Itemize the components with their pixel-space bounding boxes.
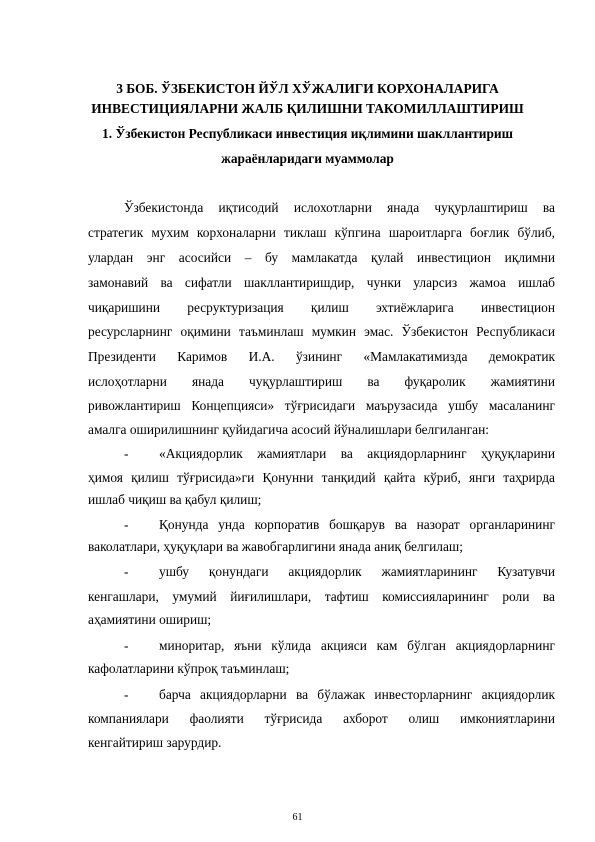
paragraph-line: стратегик мухим корхоналарни тиклаш кўпгина шароитларга боғлик бўлиб, bbox=[88, 225, 555, 240]
paragraph-line: ресурсларнинг оқимини таъминлаш мумкин эмас. Ўзбекистон Республикаси bbox=[88, 324, 555, 339]
paragraph-line: улардан энг асосийси – бу мамлакатда қулай инвестицион иқлимни bbox=[88, 250, 555, 265]
paragraph-line: ислоҳотларни янада чуқурлаштириш ва фуқаролик жамиятини bbox=[88, 374, 555, 389]
paragraph-line: чиқаришини ресруктуризация қилиш эхтиёжларига инвестицион bbox=[88, 300, 555, 315]
chapter-title-line-1: 3 БОБ. ЎЗБЕКИСТОН ЙЎЛ ХЎЖАЛИГИ КОРХОНАЛАРИГА bbox=[116, 81, 499, 96]
bullet-item-line: барча акциядорларни ва бўлажак инвесторларнинг акциядорлик bbox=[159, 687, 555, 702]
bullet-item-line: аҳамиятини ошириш; bbox=[88, 612, 212, 627]
bullet-dash: - bbox=[124, 638, 129, 653]
bullet-item-line: ишлаб чиқиш ва қабул қилиш; bbox=[88, 492, 262, 507]
bullet-item-line: кенгашлари, умумий йиғилишлари, тафтиш комиссияларининг роли ва bbox=[88, 589, 555, 604]
bullet-dash: - bbox=[124, 564, 129, 579]
chapter-title-line-2: ИНВЕСТИЦИЯЛАРНИ ЖАЛБ ҚИЛИШНИ ТАКОМИЛЛАШТИРИШ bbox=[91, 101, 524, 116]
bullet-item-line: ушбу қонундаги акциядорлик жамиятларининг Кузатувчи bbox=[159, 564, 555, 579]
paragraph-line: Ўзбекистонда иқтисодий ислохотларни янада чуқурлаштириш ва bbox=[124, 200, 555, 215]
bullet-item-line: ҳимоя қилиш тўғрисида»ги Қонунни танқидий қайта кўриб, янги таҳрирда bbox=[88, 470, 555, 485]
paragraph-line: замонавий ва сифатли шакллантиришдир, чунки уларсиз жамоа ишлаб bbox=[88, 275, 555, 290]
paragraph-line: Президенти Каримов И.А. ўзининг «Мамлакатимизда демократик bbox=[88, 349, 555, 364]
page-number: 61 bbox=[292, 812, 303, 823]
section-title-line-1: 1. Ўзбекистон Республикаси инвестиция иқлимини шакллантириш bbox=[102, 126, 513, 141]
bullet-item-line: кенгайтириш зарурдир. bbox=[88, 735, 222, 750]
paragraph-line: ривожлантириш Концепцияси» тўғрисидаги маърузасида ушбу масаланинг bbox=[88, 398, 555, 413]
bullet-dash: - bbox=[124, 446, 129, 461]
bullet-dash: - bbox=[124, 687, 129, 702]
bullet-item-line: кафолатларини кўпроқ таъминлаш; bbox=[88, 661, 290, 676]
bullet-item-line: ваколатлари, ҳуқуқлари ва жавобгарлигини янада аниқ белгилаш; bbox=[88, 539, 463, 554]
bullet-item-line: миноритар, яъни кўлида акцияси кам бўлган акциядорларнинг bbox=[159, 638, 555, 653]
bullet-item-line: компаниялари фаолияти тўғрисида ахборот олиш имкониятларини bbox=[88, 711, 555, 726]
bullet-dash: - bbox=[124, 517, 129, 532]
section-title-line-2: жараёнларидаги муаммолар bbox=[221, 151, 394, 166]
bullet-item-line: «Акциядорлик жамиятлари ва акциядорларнинг ҳуқуқларини bbox=[159, 446, 555, 461]
paragraph-line: амалга оширилишнинг қуйидагича асосий йўналишлари белгиланган: bbox=[88, 422, 490, 437]
bullet-item-line: Қонунда унда корпоратив бошқарув ва назорат органларининг bbox=[159, 517, 555, 532]
